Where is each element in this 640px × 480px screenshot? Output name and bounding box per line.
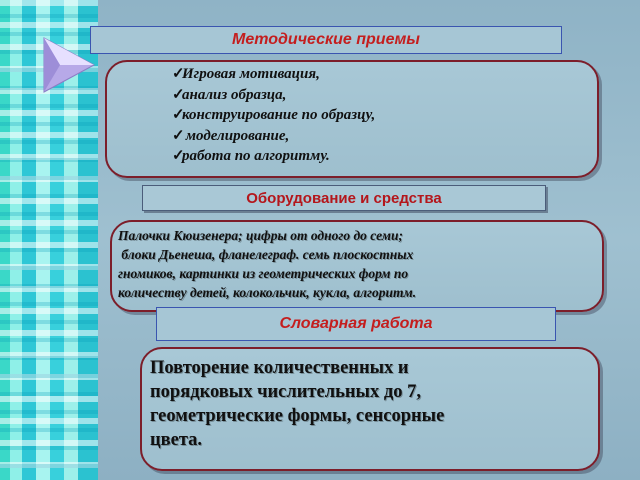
check-bullet-icon: ✓ xyxy=(172,66,185,82)
equipment-line: Палочки Кюизенера; цифры от одного до семи; xyxy=(118,228,403,243)
check-bullet-icon: ✓ xyxy=(172,86,185,103)
vocabulary-line: порядковых числительных до 7, xyxy=(150,382,421,402)
vocabulary-line: цвета. xyxy=(150,430,203,450)
equipment-line: блоки Дьенеша, фланелеграф. семь плоскостных xyxy=(118,247,414,262)
list-item: ✓ моделирование, xyxy=(172,126,375,147)
check-bullet-icon: ✓ xyxy=(172,107,185,123)
vocabulary-line: геометрические формы, сенсорные xyxy=(150,406,445,426)
equipment-title-box xyxy=(142,185,546,211)
nav-triangle-icon[interactable] xyxy=(40,36,96,94)
check-bullet-icon: ✓ xyxy=(172,127,185,144)
list-item: ✓конструирование по образцу, xyxy=(172,105,375,126)
check-bullet-icon: ✓ xyxy=(172,148,185,164)
vocabulary-title: Словарная работа xyxy=(279,315,433,332)
methods-list xyxy=(172,64,375,167)
vocabulary-text xyxy=(150,356,590,452)
list-item: ✓анализ образца, xyxy=(172,85,375,106)
equipment-line: количеству детей, колокольчик, кукла, алгоритм. xyxy=(118,285,417,300)
methods-title-box xyxy=(90,26,562,54)
list-item: ✓Игровая мотивация, xyxy=(172,64,375,85)
list-item: ✓работа по алгоритму. xyxy=(172,146,375,167)
equipment-line: гномиков, картинки из геометрических форм по xyxy=(118,266,409,281)
vocabulary-line: Повторение количественных и xyxy=(150,358,409,378)
equipment-title: Оборудование и средства xyxy=(246,189,442,207)
vocabulary-title-box xyxy=(156,307,556,341)
equipment-text xyxy=(118,226,598,302)
methods-title: Методические приемы xyxy=(232,31,420,48)
